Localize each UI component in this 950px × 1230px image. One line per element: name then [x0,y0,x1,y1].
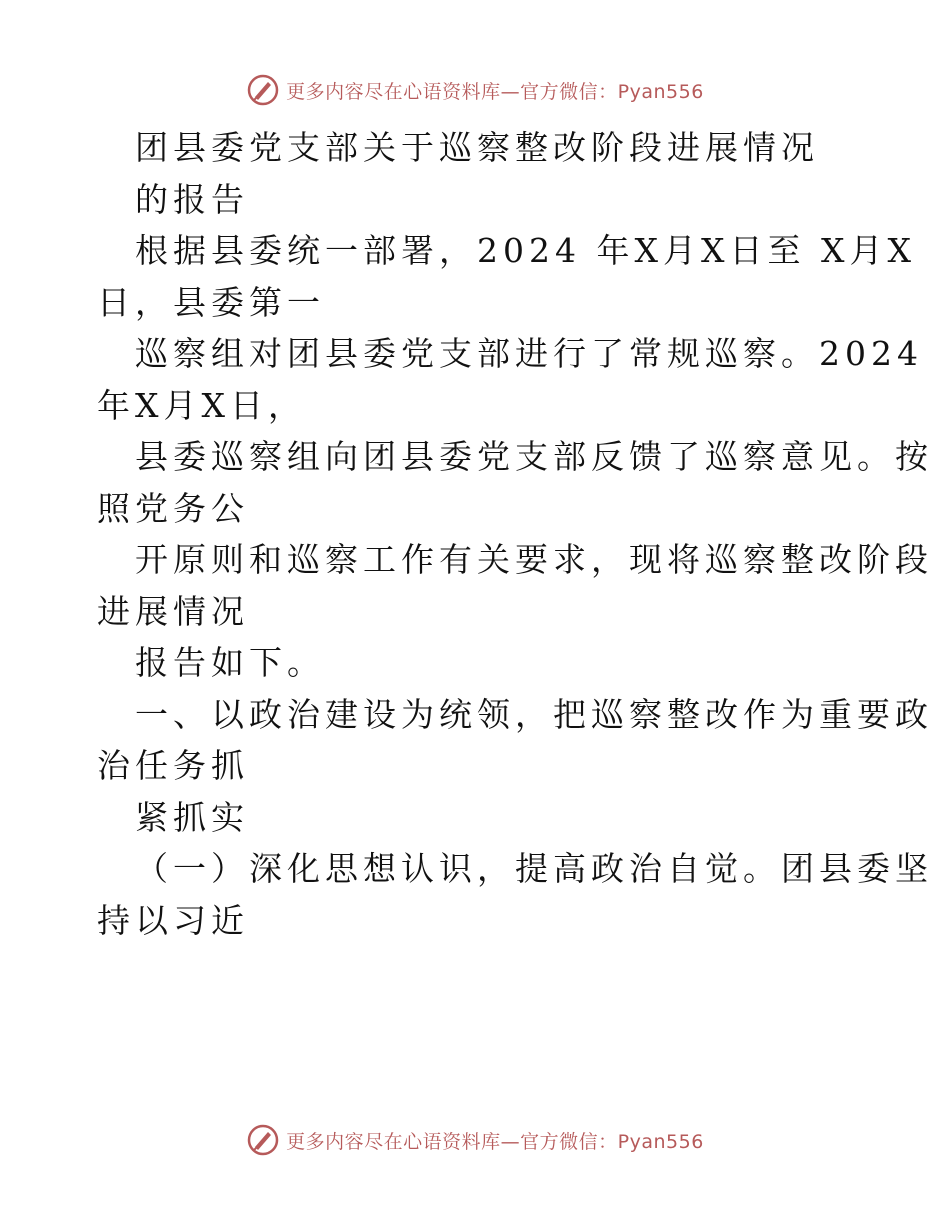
section-heading-line: 紧抓实 [135,797,249,837]
paragraph-line: 根据县委统一部署，2024 年X月X日至 X月X [135,231,916,270]
watermark-text: 更多内容尽在心语资料库—官方微信：Pyan556 [286,80,704,103]
document-body [97,122,933,946]
section-heading-line: 治任务抓 [97,746,249,785]
title-line-2: 的报告 [135,179,249,219]
paragraph-line: 开原则和巡察工作有关要求，现将巡察整改阶段 [135,540,933,579]
title-line-1: 团县委党支部关于巡察整改阶段进展情况 [135,128,819,167]
subsection-line: （一）深化思想认识，提高政治自觉。团县委坚 [135,849,933,888]
quill-pen-logo-icon [246,73,280,107]
paragraph-line: 进展情况 [97,591,249,631]
paragraph-line: 日，县委第一 [97,282,325,322]
footer-watermark [0,1120,950,1160]
header-watermark [0,70,950,110]
paragraph-line: 县委巡察组向团县委党支部反馈了巡察意见。按 [135,437,933,476]
paragraph-line: 年X月X日， [97,385,306,425]
quill-pen-logo-icon [246,1123,280,1157]
subsection-line: 持以习近 [97,900,249,940]
paragraph-line: 巡察组对团县委党支部进行了常规巡察。2024 [135,334,923,373]
paragraph-line: 照党务公 [97,488,249,528]
watermark-text: 更多内容尽在心语资料库—官方微信：Pyan556 [286,1130,704,1153]
section-heading-line: 一、以政治建设为统领，把巡察整改作为重要政 [135,694,933,734]
paragraph-line: 报告如下。 [135,643,325,682]
